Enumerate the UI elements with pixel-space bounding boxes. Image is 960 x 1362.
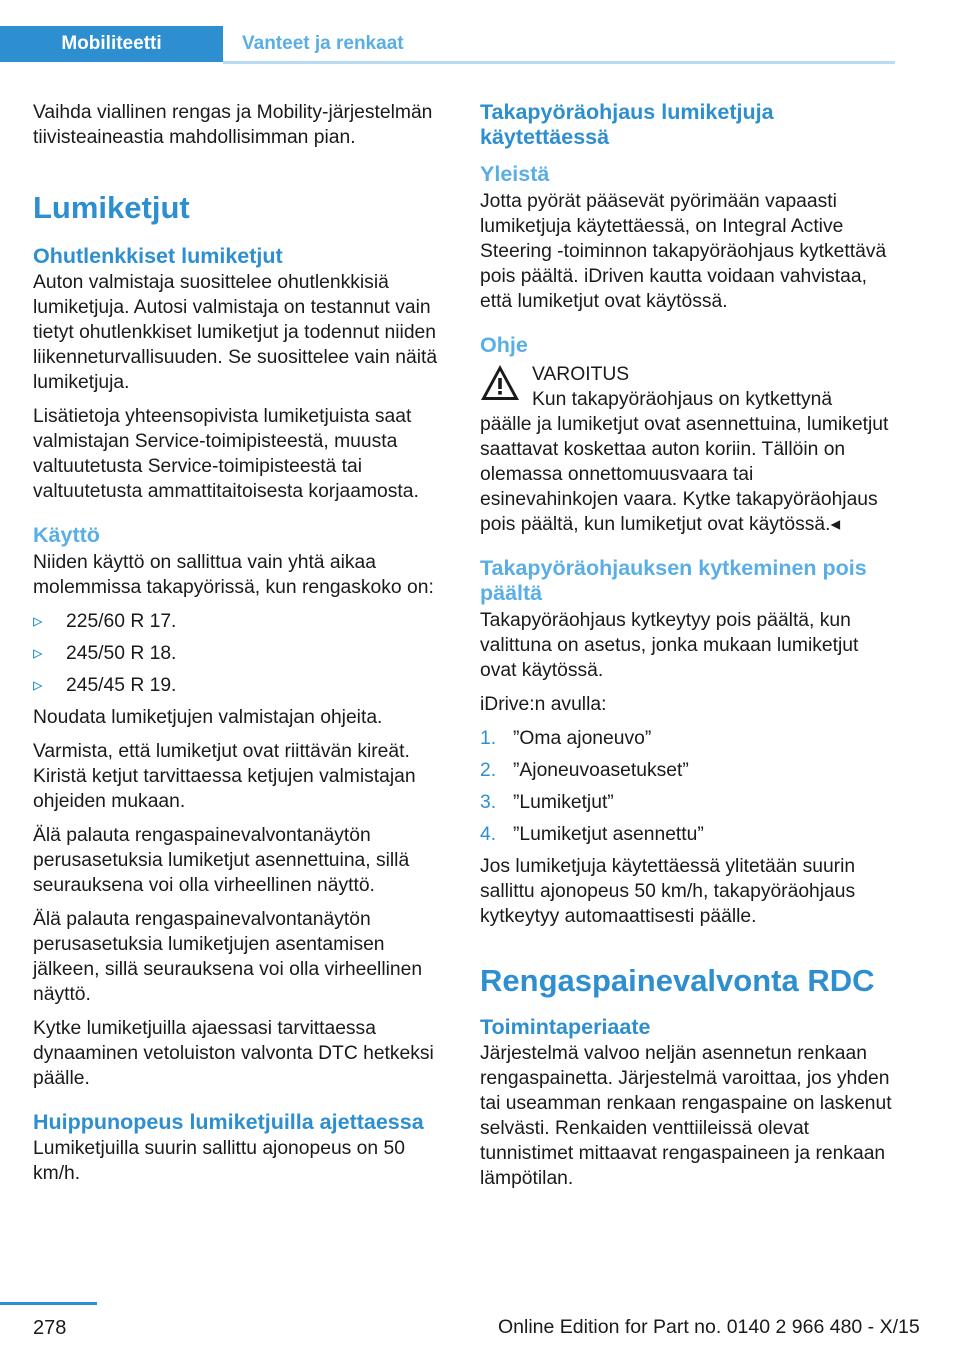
left-column xyxy=(33,100,448,1195)
right-column xyxy=(480,100,895,1200)
subsection-tab[interactable]: Vanteet ja renkaat xyxy=(242,33,404,54)
footer-divider xyxy=(0,1302,97,1305)
list-item: 1. ”Oma ajoneuvo” xyxy=(480,728,652,749)
list-item: ▹ 225/60 R 17. xyxy=(33,611,177,632)
list-item: ▹ 245/50 R 18. xyxy=(33,643,177,664)
paragraph: Auton valmistaja suosittelee ohutlenkkisiä lumiketjuja. Autosi valmistaja on testannut vain tietyt ohutlenkkiset lumiketjut ja todennut niiden liikenneturvallisuuden. Se suosittelee vain näitä lumiketjuja. xyxy=(33,272,438,393)
heading-ohutlenkkiset: Ohutlenkkiset lumiketjut xyxy=(33,244,283,268)
paragraph: iDrive:n avulla: xyxy=(480,694,607,715)
paragraph: Niiden käyttö on sallittua vain yhtä aikaa molemmissa takapyörissä, kun rengaskoko on: xyxy=(33,552,434,598)
paragraph: Lisätietoja yhteensopivista lumiketjuista saat valmistajan Service-toimipisteestä, muusta valtuutetusta Service-toimipisteestä tai valtuutetusta ammattitaitoisesta korjaamosta. xyxy=(33,406,419,502)
page-header xyxy=(0,26,895,62)
paragraph: Lumiketjuilla suurin sallittu ajonopeus on 50 km/h. xyxy=(33,1138,405,1184)
heading-takapyoraohjaus: Takapyöräohjaus lumiketjuja käytettäessä xyxy=(480,100,774,149)
paragraph: Varmista, että lumiketjut ovat riittävän kireät. Kiristä ketjut tarvittaessa ketjujen valmistajan ohjeiden mukaan. xyxy=(33,741,416,812)
heading-yleista: Yleistä xyxy=(480,162,550,186)
triangle-right-icon: ▹ xyxy=(33,675,43,696)
warning-label: VAROITUS xyxy=(532,364,630,385)
triangle-right-icon: ▹ xyxy=(33,643,43,664)
heading-huippunopeus: Huippunopeus lumiketjuilla ajettaessa xyxy=(33,1110,424,1134)
heading-kaytto: Käyttö xyxy=(33,523,100,547)
section-tab[interactable]: Mobiliteetti xyxy=(0,26,223,62)
list-item: 4. ”Lumiketjut asennettu” xyxy=(480,824,704,845)
warning-box xyxy=(480,362,895,412)
list-item: 3. ”Lumiketjut” xyxy=(480,792,614,813)
paragraph: Kytke lumiketjuilla ajaessasi tarvittaessa dynaaminen vetoluiston valvonta DTC hetkeksi päälle. xyxy=(33,1018,434,1089)
warning-first-line: Kun takapyöräohjaus on kytkettynä xyxy=(532,389,833,410)
paragraph: Jos lumiketjuja käytettäessä ylitetään suurin sallittu ajonopeus 50 km/h, takapyöräohjaus kytkeytyy automaattisesti päälle. xyxy=(480,856,856,927)
paragraph: Takapyöräohjaus kytkeytyy pois päältä, kun valittuna on asetus, jonka mukaan lumiketjut ovat käytössä. xyxy=(480,610,859,681)
page-number: 278 xyxy=(33,1317,67,1339)
heading-lumiketjut: Lumiketjut xyxy=(33,190,190,225)
heading-toimintaperiaate: Toimintaperiaate xyxy=(480,1015,651,1039)
list-item: 2. ”Ajoneuvoasetukset” xyxy=(480,760,689,781)
heading-ohje: Ohje xyxy=(480,333,528,357)
warning-triangle-icon xyxy=(480,364,520,401)
header-divider xyxy=(223,61,895,64)
heading-rdc: Rengaspainevalvonta RDC xyxy=(480,963,875,998)
heading-kytkeminen: Takapyöräohjauksen kytkeminen pois päältä xyxy=(480,556,867,605)
triangle-right-icon: ▹ xyxy=(33,611,43,632)
idrive-steps xyxy=(480,726,895,847)
paragraph: Älä palauta rengaspainevalvontanäytön perusasetuksia lumiketjut asennettuina, sillä seurauksena voi olla virheellinen näyttö. xyxy=(33,825,410,896)
paragraph: Noudata lumiketjujen valmistajan ohjeita. xyxy=(33,707,383,728)
list-item: ▹ 245/45 R 19. xyxy=(33,675,177,696)
paragraph: Järjestelmä valvoo neljän asennetun renkaan rengaspainetta. Järjestelmä varoittaa, jos yhden tai useamman renkaan rengaspaine on laskenut selvästi. Renkaiden venttiileissä olevat tunnistimet mittaavat rengaspaineen ja renkaan lämpötilan. xyxy=(480,1043,892,1189)
warning-continuation: päälle ja lumiketjut ovat asennettuina, lumiketjut saattavat koskettaa auton koriin. Tällöin on olemassa onnettomuusvaara tai esinevahinkojen vaara. Kytke takapyöräohjaus pois päältä, kun lumiketjut ovat käytössä.◂ xyxy=(480,414,889,535)
paragraph: Älä palauta rengaspainevalvontanäytön perusasetuksia lumiketjujen asentamisen jälkeen, sillä seurauksena voi olla virheellinen näyttö. xyxy=(33,909,423,1005)
edition-text: Online Edition for Part no. 0140 2 966 480 - X/15 xyxy=(498,1316,920,1338)
paragraph: Jotta pyörät pääsevät pyörimään vapaasti lumiketjuja käytettäessä, on Integral Active Steering -toiminnon takapyöräohjaus kytkettävä pois päältä. iDriven kautta voidaan vahvistaa, että lumiketjut ovat käytössä. xyxy=(480,191,887,312)
intro-paragraph: Vaihda viallinen rengas ja Mobility-järjestelmän tiivisteaineastia mahdollisimman pian. xyxy=(33,102,433,148)
tire-size-list xyxy=(33,609,448,698)
